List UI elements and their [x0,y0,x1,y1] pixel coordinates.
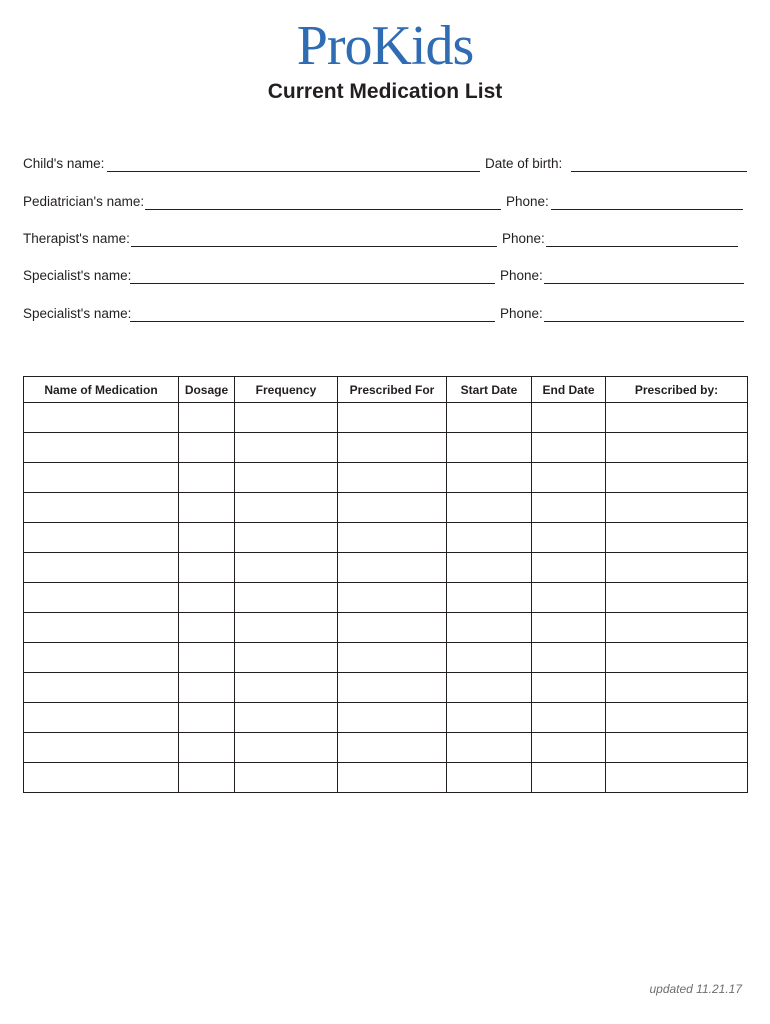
table-cell[interactable] [606,703,748,733]
table-cell[interactable] [338,403,447,433]
therapist-phone-field[interactable] [546,246,738,247]
table-cell[interactable] [179,403,235,433]
table-cell[interactable] [532,433,606,463]
column-header-prescribed-for: Prescribed For [338,377,447,403]
table-cell[interactable] [606,673,748,703]
table-cell[interactable] [338,613,447,643]
specialist-phone-label: Phone: [500,268,543,283]
table-cell[interactable] [338,583,447,613]
table-cell[interactable] [235,613,338,643]
therapist-name-field[interactable] [131,246,497,247]
table-row [24,703,748,733]
column-header-frequency: Frequency [235,377,338,403]
table-cell[interactable] [532,643,606,673]
table-cell[interactable] [447,433,532,463]
table-cell[interactable] [447,403,532,433]
table-cell[interactable] [235,553,338,583]
table-cell[interactable] [532,463,606,493]
table-cell[interactable] [179,733,235,763]
table-cell[interactable] [179,493,235,523]
table-cell[interactable] [606,613,748,643]
table-cell[interactable] [532,733,606,763]
updated-date: updated 11.21.17 [649,982,742,996]
table-cell[interactable] [24,613,179,643]
table-row [24,643,748,673]
table-cell[interactable] [338,463,447,493]
table-cell[interactable] [447,493,532,523]
table-cell[interactable] [532,553,606,583]
table-cell[interactable] [532,493,606,523]
table-row [24,763,748,793]
table-cell[interactable] [532,613,606,643]
therapist-name-label: Therapist's name: [23,231,130,246]
pediatrician-row [23,192,747,212]
table-cell[interactable] [235,583,338,613]
child-info-row [23,154,747,174]
table-cell[interactable] [24,433,179,463]
table-cell[interactable] [338,673,447,703]
table-cell[interactable] [532,763,606,793]
table-cell[interactable] [179,673,235,703]
specialist-phone-field[interactable] [544,321,744,322]
table-cell[interactable] [532,583,606,613]
specialist-name-label: Specialist's name: [23,268,132,283]
child-name-field[interactable] [107,171,480,172]
page-title: Current Medication List [267,80,503,103]
table-cell[interactable] [235,433,338,463]
medication-table-body [24,403,748,793]
table-cell[interactable] [532,403,606,433]
specialist-row-1 [23,266,747,286]
table-cell[interactable] [532,523,606,553]
table-cell[interactable] [338,763,447,793]
therapist-row [23,229,747,249]
column-header-end-date: End Date [532,377,606,403]
table-cell[interactable] [24,553,179,583]
child-name-label: Child's name: [23,156,105,171]
table-cell[interactable] [338,733,447,763]
table-cell[interactable] [447,733,532,763]
table-cell[interactable] [24,403,179,433]
table-cell[interactable] [179,763,235,793]
table-header-row [24,377,748,403]
table-cell[interactable] [447,553,532,583]
table-cell[interactable] [447,613,532,643]
table-cell[interactable] [606,463,748,493]
therapist-phone-label: Phone: [502,231,545,246]
specialist-name-field[interactable] [130,321,495,322]
table-cell[interactable] [24,733,179,763]
table-cell[interactable] [24,463,179,493]
table-row [24,463,748,493]
table-cell[interactable] [179,583,235,613]
column-header-name-of-medication: Name of Medication [24,377,179,403]
table-cell[interactable] [606,583,748,613]
table-cell[interactable] [447,763,532,793]
table-cell[interactable] [24,523,179,553]
table-cell[interactable] [235,403,338,433]
table-cell[interactable] [235,673,338,703]
table-row [24,493,748,523]
column-header-dosage: Dosage [179,377,235,403]
table-cell[interactable] [24,763,179,793]
table-cell[interactable] [606,493,748,523]
table-cell[interactable] [338,433,447,463]
table-cell[interactable] [532,673,606,703]
table-cell[interactable] [24,493,179,523]
table-cell[interactable] [235,523,338,553]
table-row [24,733,748,763]
table-cell[interactable] [447,523,532,553]
table-cell[interactable] [338,553,447,583]
table-cell[interactable] [235,733,338,763]
table-cell[interactable] [235,763,338,793]
table-row [24,523,748,553]
table-cell[interactable] [606,733,748,763]
table-cell[interactable] [179,613,235,643]
table-cell[interactable] [447,703,532,733]
table-cell[interactable] [179,553,235,583]
table-row [24,553,748,583]
table-cell[interactable] [179,523,235,553]
table-cell[interactable] [235,463,338,493]
table-row [24,403,748,433]
specialist-row-2 [23,304,747,324]
pediatrician-phone-field[interactable] [551,209,743,210]
table-cell[interactable] [338,523,447,553]
specialist-name-field[interactable] [130,283,495,284]
table-cell[interactable] [179,463,235,493]
table-cell[interactable] [24,703,179,733]
table-cell[interactable] [338,643,447,673]
table-row [24,673,748,703]
table-cell[interactable] [338,703,447,733]
table-cell[interactable] [179,703,235,733]
table-cell[interactable] [447,583,532,613]
pediatrician-name-label: Pediatrician's name: [23,194,145,209]
table-cell[interactable] [606,523,748,553]
prokids-logo: ProKids [296,15,474,77]
table-cell[interactable] [606,403,748,433]
dob-field[interactable] [571,171,747,172]
specialist-name-label: Specialist's name: [23,306,132,321]
table-cell[interactable] [606,433,748,463]
specialist-phone-label: Phone: [500,306,543,321]
table-row [24,433,748,463]
column-header-prescribed-by: Prescribed by: [606,377,748,403]
table-cell[interactable] [235,643,338,673]
table-row [24,613,748,643]
column-header-start-date: Start Date [447,377,532,403]
table-cell[interactable] [606,643,748,673]
specialist-phone-field[interactable] [544,283,744,284]
table-cell[interactable] [532,703,606,733]
table-cell[interactable] [179,643,235,673]
table-row [24,583,748,613]
pediatrician-name-field[interactable] [145,209,501,210]
table-cell[interactable] [606,763,748,793]
table-cell[interactable] [24,643,179,673]
table-cell[interactable] [235,703,338,733]
table-cell[interactable] [179,433,235,463]
table-cell[interactable] [235,493,338,523]
pediatrician-phone-label: Phone: [506,194,549,209]
table-cell[interactable] [606,553,748,583]
dob-label: Date of birth: [485,156,563,171]
medication-table [23,376,748,793]
table-cell[interactable] [447,463,532,493]
table-cell[interactable] [338,493,447,523]
table-cell[interactable] [24,673,179,703]
table-cell[interactable] [447,643,532,673]
table-cell[interactable] [447,673,532,703]
table-cell[interactable] [24,583,179,613]
